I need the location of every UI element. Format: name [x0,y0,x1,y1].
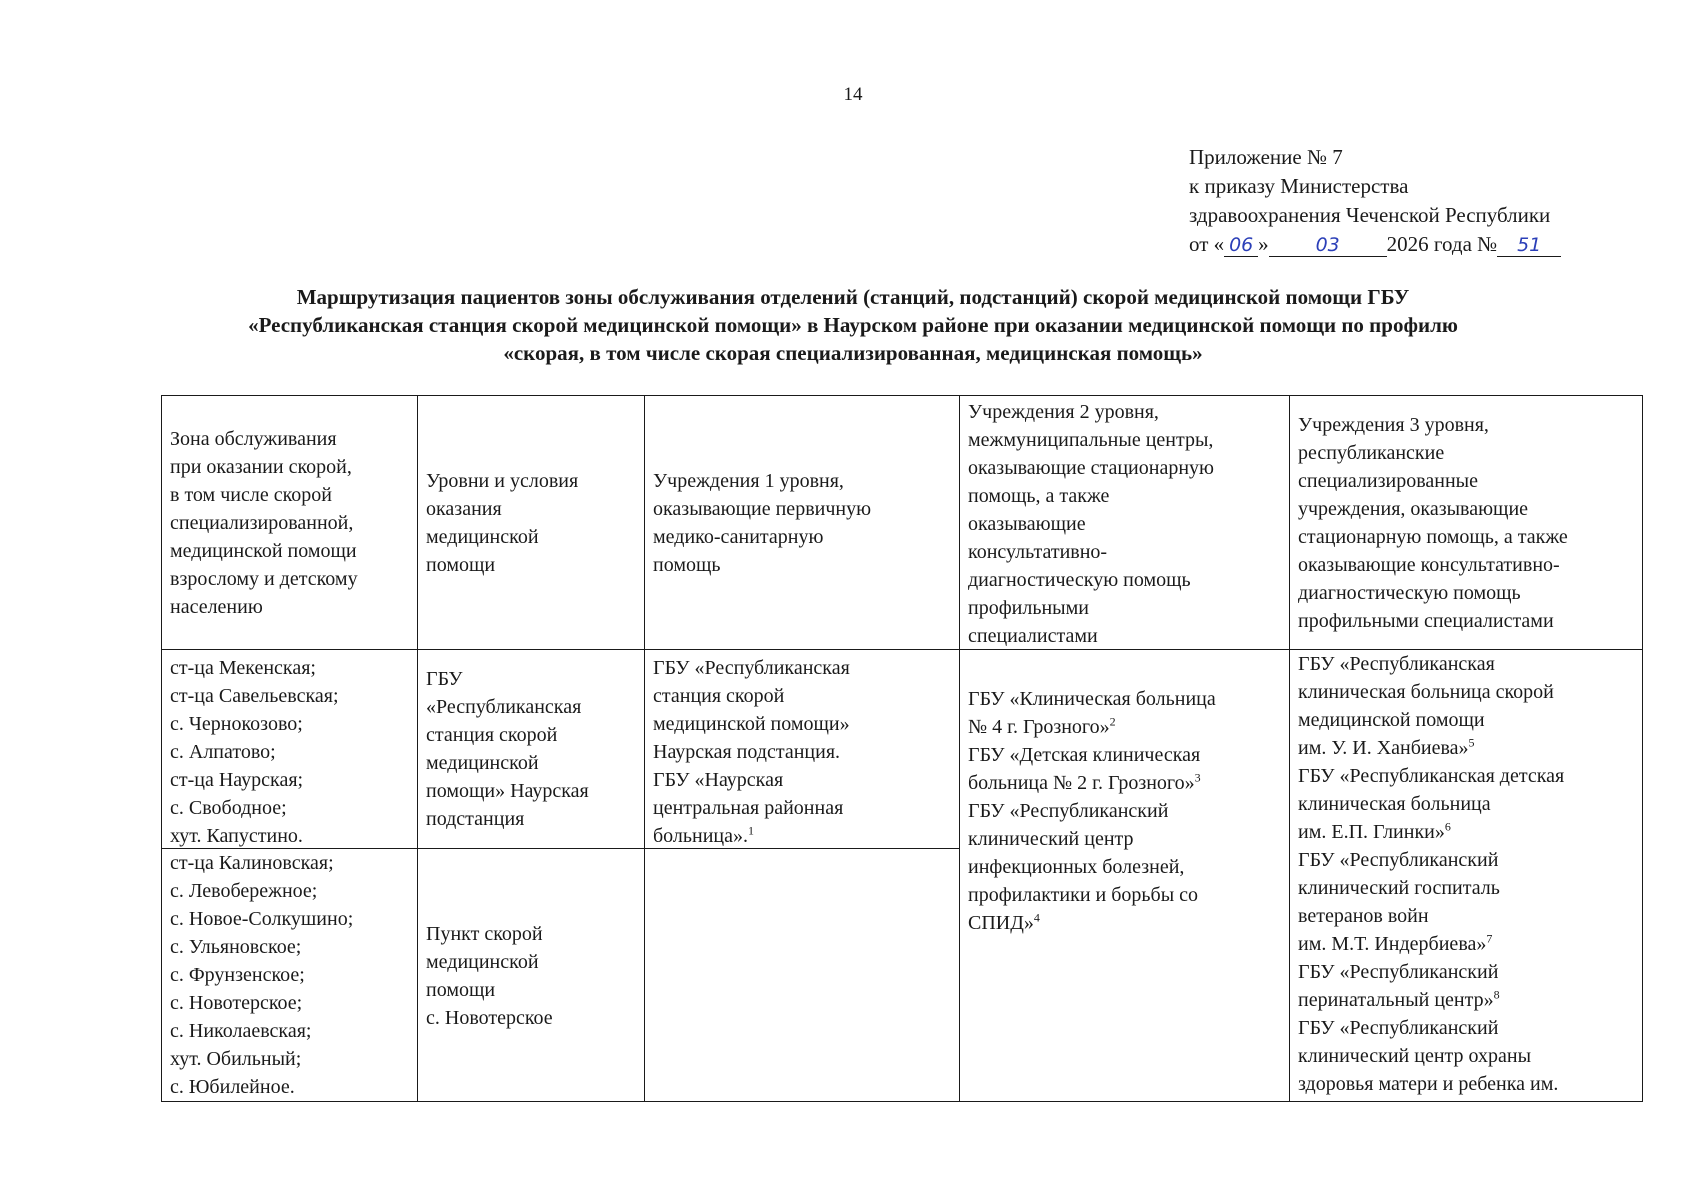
footnote-marker: 8 [1493,987,1500,1002]
header-level3-line: учреждения, оказывающие [1298,497,1529,520]
header-level1 [645,396,959,649]
row1-levels-line: подстанция [426,808,525,830]
header-level2-line: консультативно- [968,541,1108,563]
footnote-marker: 1 [748,823,754,838]
level2-institutions [960,650,1289,1102]
level3-line: ГБУ «Республиканская детская [1298,765,1565,787]
header-level2-line: межмуниципальные центры, [968,429,1214,451]
header-zone-line: взрослому и детскому [170,567,358,590]
header-levels-line: оказания [426,497,502,520]
footnote-marker: 5 [1468,735,1475,750]
row1-level1-line: ГБУ «Наурская [653,769,784,791]
row1-level1-line: ГБУ «Республиканская [653,657,850,679]
level3-line [1298,930,1635,958]
row1-level1-line: центральная районная [653,797,844,819]
header-level2-line: Учреждения 2 уровня, [968,401,1159,423]
header-zone-line: специализированной, [170,511,354,534]
level2-line [968,909,1281,937]
level3-institutions [1290,650,1643,1102]
level2-line [968,769,1281,797]
level3-line: ветеранов войн [1298,905,1429,927]
row2-zone-line: с. Юбилейное. [170,1076,295,1098]
level3-line: клиническая больница скорой [1298,681,1554,703]
level3-line: клинический госпиталь [1298,877,1500,899]
header-level2 [960,396,1289,649]
header-zone-line: населению [170,595,263,618]
page-number: 14 [843,84,863,105]
row2-zone-line: с. Новотерское; [170,992,303,1014]
footnote-marker: 3 [1194,770,1201,785]
date-prefix: от « [1189,232,1225,256]
level3-line: клиническая больница [1298,793,1491,815]
header-zone-line: Зона обслуживания [170,427,337,450]
header-level3-line: оказывающие консультативно- [1298,553,1560,576]
header-level3-line: Учреждения 3 уровня, [1298,413,1489,436]
header-levels [418,396,644,649]
appendix-line-1: Приложение № 7 [1189,145,1343,169]
row1-levels-line: станция скорой [426,724,558,746]
header-level3 [1290,396,1643,649]
level2-line: профилактики и борьбы со [968,884,1199,906]
level3-line [1298,986,1635,1014]
level2-line [968,713,1281,741]
row1-levels-line: медицинской [426,752,539,774]
header-levels-line: Уровни и условия [426,469,579,492]
row1-zone [162,650,417,848]
level2-line: ГБУ «Клиническая больница [968,688,1216,710]
header-zone-line: в том числе скорой [170,483,332,506]
appendix-line-2: к приказу Министерства [1189,174,1409,198]
header-level1-line: Учреждения 1 уровня, [653,469,844,492]
footnote-marker: 2 [1109,714,1116,729]
routing-table [161,395,1643,1102]
row1-zone-line: с. Чернокозово; [170,713,303,735]
title-line-3: «скорая, в том числе скорая специализированная, медицинская помощь» [503,341,1203,365]
level2-line: ГБУ «Республиканский [968,800,1169,822]
document-title [60,283,1646,367]
title-line-1: Маршрутизация пациентов зоны обслуживания отделений (станций, подстанций) скорой медицинской помощи ГБУ [296,285,1410,309]
level2-text: № 4 г. Грозного» [968,716,1110,738]
header-levels-line: помощи [426,553,496,576]
row2-zone-line: с. Ульяновское; [170,936,302,958]
header-zone-line: медицинской помощи [170,539,357,562]
row2-zone-line: с. Новое-Солкушино; [170,908,354,930]
level3-line [1298,734,1635,762]
row1-levels-line: «Республиканская [426,696,582,718]
level3-line: ГБУ «Республиканский [1298,961,1499,983]
level3-line: ГБУ «Республиканский [1298,1017,1499,1039]
header-zone [162,396,417,649]
level2-text: больница № 2 г. Грозного» [968,772,1195,794]
row2-zone [162,849,417,1102]
title-line-2: «Республиканская станция скорой медицинской помощи» в Наурском районе при оказании медицинской помощи по профилю [248,313,1458,337]
date-year-text: 2026 года № [1386,232,1498,256]
header-level3-line: республиканские [1298,441,1445,464]
row2-zone-line: хут. Обильный; [170,1048,302,1070]
header-level2-line: специалистами [968,625,1098,647]
header-level3-line: специализированные [1298,469,1478,492]
level3-text: перинатальный центр» [1298,989,1494,1011]
row2-zone-line: с. Левобережное; [170,880,318,902]
row2-level1-empty [645,849,959,1102]
order-number-handwritten: 51 [1497,234,1561,257]
header-level3-line: диагностическую помощь [1298,581,1521,604]
header-level2-line: оказывающие стационарную [968,457,1214,479]
level3-line: медицинской помощи [1298,709,1485,731]
row1-level1-line: Наурская подстанция. [653,741,841,763]
row1-zone-line: ст-ца Мекенская; [170,657,316,679]
row2-zone-line: ст-ца Калиновская; [170,852,334,874]
row1-levels-line: ГБУ [426,668,463,690]
level2-line: клинический центр [968,828,1134,850]
row1-zone-line: ст-ца Савельевская; [170,685,339,707]
row1-zone-line: ст-ца Наурская; [170,769,304,791]
header-level1-line: оказывающие первичную [653,497,872,520]
row2-zone-line: с. Николаевская; [170,1020,312,1042]
row1-level1-last-text: больница». [653,825,748,847]
row2-levels-line: Пункт скорой [426,922,543,945]
footnote-marker: 7 [1486,931,1493,946]
date-month-handwritten: 03 [1269,234,1387,257]
date-mid: » [1258,232,1269,256]
header-level2-line: профильными [968,597,1089,619]
header-level2-line: оказывающие [968,513,1086,535]
header-level2-line: помощь, а также [968,485,1110,507]
level2-text: СПИД» [968,912,1034,934]
level3-line: здоровья матери и ребенка им. [1298,1073,1559,1095]
level3-text: им. Е.П. Глинки» [1298,821,1445,843]
header-level3-line: стационарную помощь, а также [1298,525,1568,548]
level3-line: ГБУ «Республиканская [1298,653,1495,675]
row2-levels-line: медицинской [426,950,539,973]
row1-level1 [645,650,959,848]
row2-levels-line: с. Новотерское [426,1006,553,1029]
row1-zone-line: хут. Капустино. [170,825,303,847]
footnote-marker: 4 [1033,910,1040,925]
level3-text: им. У. И. Ханбиева» [1298,737,1469,759]
level3-line: ГБУ «Республиканский [1298,849,1499,871]
header-level3-line: профильными специалистами [1298,609,1554,632]
level3-line [1298,818,1635,846]
appendix-block [1189,143,1561,259]
appendix-line-3: здравоохранения Чеченской Республики [1189,203,1551,227]
row1-level1-line: станция скорой [653,685,785,707]
header-level2-line: диагностическую помощь [968,569,1191,591]
level3-line: клинический центр охраны [1298,1045,1532,1067]
row2-zone-line: с. Фрунзенское; [170,964,305,986]
row1-zone-line: с. Алпатово; [170,741,276,763]
row1-level1-line [653,822,951,850]
level2-line: ГБУ «Детская клиническая [968,744,1201,766]
footnote-marker: 6 [1444,819,1451,834]
row1-zone-line: с. Свободное; [170,797,287,819]
date-day-handwritten: 06 [1224,234,1258,257]
header-levels-line: медицинской [426,525,539,548]
row1-levels-line: помощи» Наурская [426,780,589,802]
appendix-date-line [1189,230,1561,259]
row1-level1-line: медицинской помощи» [653,713,850,735]
row1-levels [418,650,644,848]
row2-levels-line: помощи [426,978,496,1001]
header-level1-line: медико-санитарную [653,525,824,548]
header-zone-line: при оказании скорой, [170,455,352,478]
level2-line: инфекционных болезней, [968,856,1185,878]
header-level1-line: помощь [653,553,721,576]
row2-levels [418,849,644,1102]
level3-text: им. М.Т. Индербиева» [1298,933,1487,955]
